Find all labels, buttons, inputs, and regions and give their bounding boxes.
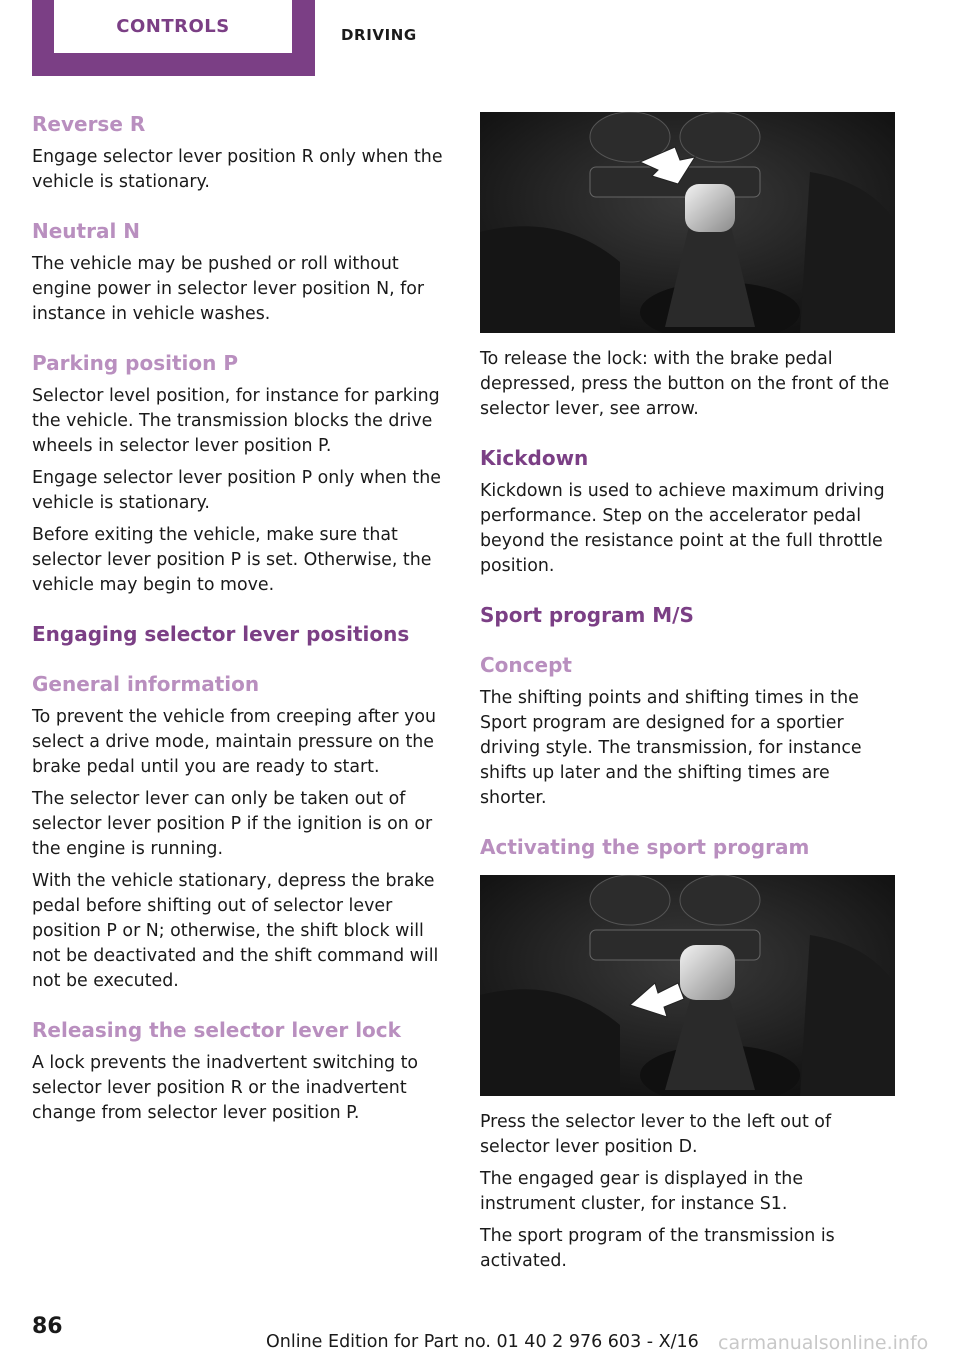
paragraph-kickdown: Kickdown is used to achieve maximum driving performance. Step on the accelerator pedal beyond the resistance point at the full throttle position. <box>480 481 885 576</box>
paragraph-releasing: A lock prevents the inadvertent switching to selector lever position R or the inadvertent change from selector lever position P. <box>32 1053 419 1123</box>
paragraph-general-2: The selector lever can only be taken out of selector lever position P if the ignition is on or the engine is running. <box>32 789 433 859</box>
paragraph-parking-1: Selector level position, for instance for parking the vehicle. The transmission blocks the drive wheels in selector lever position P. <box>32 386 440 456</box>
paragraph-concept: The shifting points and shifting times in the Sport program are designed for a sportier driving style. The transmission, for instance shifts up later and the shifting times are shorter. <box>480 688 862 808</box>
heading-engaging: Engaging selector lever positions <box>32 622 410 646</box>
gear-lever-release-image <box>480 112 895 333</box>
edition-footer: Online Edition for Part no. 01 40 2 976 603 - X/16 <box>266 1332 699 1352</box>
heading-concept: Concept <box>480 653 572 677</box>
right-column <box>480 112 900 1274</box>
paragraph-parking-2: Engage selector lever position P only when the vehicle is stationary. <box>32 468 441 513</box>
section-tab-controls <box>32 0 315 76</box>
paragraph-general-3: With the vehicle stationary, depress the brake pedal before shifting out of selector lever position P or N; otherwise, the shift block will not be deactivated and the shift command will not be executed. <box>32 871 439 991</box>
paragraph-neutral: The vehicle may be pushed or roll without engine power in selector lever position N, for instance in vehicle washes. <box>32 254 425 324</box>
left-column <box>32 110 450 1126</box>
paragraph-reverse: Engage selector lever position R only when the vehicle is stationary. <box>32 147 443 192</box>
heading-sport-program: Sport program M/S <box>480 603 694 627</box>
heading-general: General information <box>32 672 260 696</box>
section-tab-controls-label: CONTROLS <box>54 0 292 53</box>
paragraph-release-lock: To release the lock: with the brake pedal depressed, press the button on the front of the selector lever, see arrow. <box>480 349 890 419</box>
heading-kickdown: Kickdown <box>480 446 589 470</box>
paragraph-general-1: To prevent the vehicle from creeping after you select a drive mode, maintain pressure on the brake pedal until you are ready to start. <box>32 707 437 777</box>
heading-activating: Activating the sport program <box>480 835 810 859</box>
heading-parking: Parking position P <box>32 351 238 375</box>
page-number: 86 <box>32 1314 63 1339</box>
heading-releasing: Releasing the selector lever lock <box>32 1018 401 1042</box>
heading-reverse: Reverse R <box>32 112 146 136</box>
paragraph-press-lever: Press the selector lever to the left out of selector lever position D. <box>480 1112 832 1157</box>
heading-neutral: Neutral N <box>32 219 141 243</box>
watermark: carmanualsonline.info <box>718 1332 929 1354</box>
section-tab-driving: DRIVING <box>341 26 417 44</box>
paragraph-engaged-gear: The engaged gear is displayed in the instrument cluster, for instance S1. <box>480 1169 804 1214</box>
paragraph-sport-activated: The sport program of the transmission is activated. <box>480 1226 835 1271</box>
gear-lever-sport-image <box>480 875 895 1096</box>
paragraph-parking-3: Before exiting the vehicle, make sure that selector lever position P is set. Otherwise, the vehicle may begin to move. <box>32 525 432 595</box>
